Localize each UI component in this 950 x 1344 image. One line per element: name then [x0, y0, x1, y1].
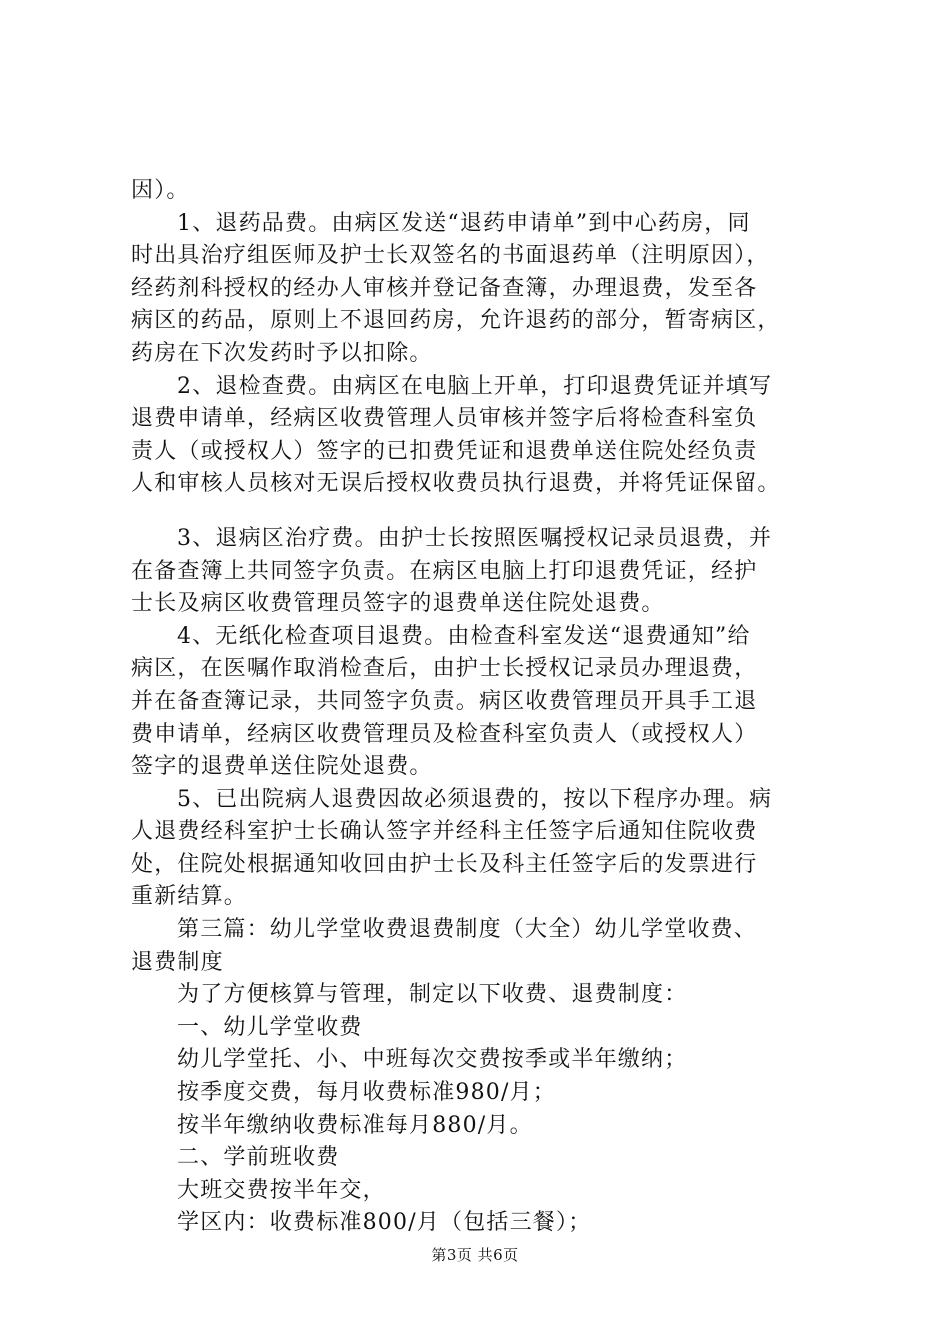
text-line: 幼儿学堂托、小、中班每次交费按季或半年缴纳； — [177, 1047, 688, 1073]
section-heading-part-three: 第三篇：幼儿学堂收费退费制度（大全）幼儿学堂收费、 — [177, 917, 758, 943]
text-line: 并在备查簿记录，共同签字负责。病区收费管理员开具手工退 — [131, 688, 758, 714]
paragraph-refund-exam: 2、退检查费。由病区在电脑上开单，打印退费凭证并填写 — [177, 373, 773, 399]
text-line: 为了方便核算与管理，制定以下收费、退费制度： — [177, 982, 688, 1008]
text-line: 药房在下次发药时予以扣除。 — [131, 340, 433, 366]
text-line: 因）。 — [131, 178, 190, 203]
text-line: 士长及病区收费管理员签字的退费单送住院处退费。 — [131, 591, 665, 617]
document-body — [131, 175, 847, 1240]
paragraph-refund-medicine: 1、退药品费。由病区发送“退药申请单”到中心药房，同 — [177, 210, 751, 236]
text-line: 病区的药品，原则上不退回药房，允许退药的部分，暂寄病区， — [131, 308, 781, 334]
text-line: 人和审核人员核对无误后授权收费员执行退费，并将凭证保留。 — [131, 471, 781, 497]
paragraph-refund-treatment: 3、退病区治疗费。由护士长按照医嘱授权记录员退费，并 — [177, 525, 773, 551]
text-line: 经药剂科授权的经办人审核并登记备查簿，办理退费，发至各 — [131, 275, 758, 301]
text-line: 重新结算。 — [131, 884, 248, 910]
text-line: 退费制度 — [131, 949, 224, 975]
text-line: 费申请单，经病区收费管理员及检查科室负责人（或授权人） — [131, 721, 758, 747]
page-number-footer: 第3页 共6页 — [431, 1246, 519, 1264]
text-line: 病区，在医嘱作取消检查后，由护士长授权记录员办理退费， — [131, 656, 758, 682]
text-line: 签字的退费单送住院处退费。 — [131, 754, 433, 780]
text-line: 学区内：收费标准800/月（包括三餐）； — [177, 1210, 592, 1236]
paragraph-gap — [131, 501, 847, 523]
text-line: 按季度交费，每月收费标准980/月； — [177, 1080, 557, 1106]
text-line: 大班交费按半年交， — [177, 1177, 386, 1203]
paragraph-refund-paperless: 4、无纸化检查项目退费。由检查科室发送“退费通知”给 — [177, 623, 751, 649]
text-line: 人退费经科室护士长确认签字并经科主任签字后通知住院收费 — [131, 819, 758, 845]
text-line: 责人（或授权人）签字的已扣费凭证和退费单送住院处经负责 — [131, 438, 758, 464]
paragraph-refund-discharged: 5、已出院病人退费因故必须退费的，按以下程序办理。病 — [177, 786, 773, 812]
subheading-preschool-fees: 二、学前班收费 — [177, 1145, 340, 1171]
subheading-kindergarten-fees: 一、幼儿学堂收费 — [177, 1014, 363, 1040]
text-line: 退费申请单，经病区收费管理人员审核并签字后将检查科室负 — [131, 406, 758, 432]
text-line: 处，住院处根据通知收回由护士长及科主任签字后的发票进行 — [131, 851, 758, 877]
text-line: 在备查簿上共同签字负责。在病区电脑上打印退费凭证，经护 — [131, 558, 758, 584]
text-line: 按半年缴纳收费标准每月880/月。 — [177, 1112, 533, 1138]
text-line: 时出具治疗组医师及护士长双签名的书面退药单（注明原因）， — [131, 243, 770, 269]
